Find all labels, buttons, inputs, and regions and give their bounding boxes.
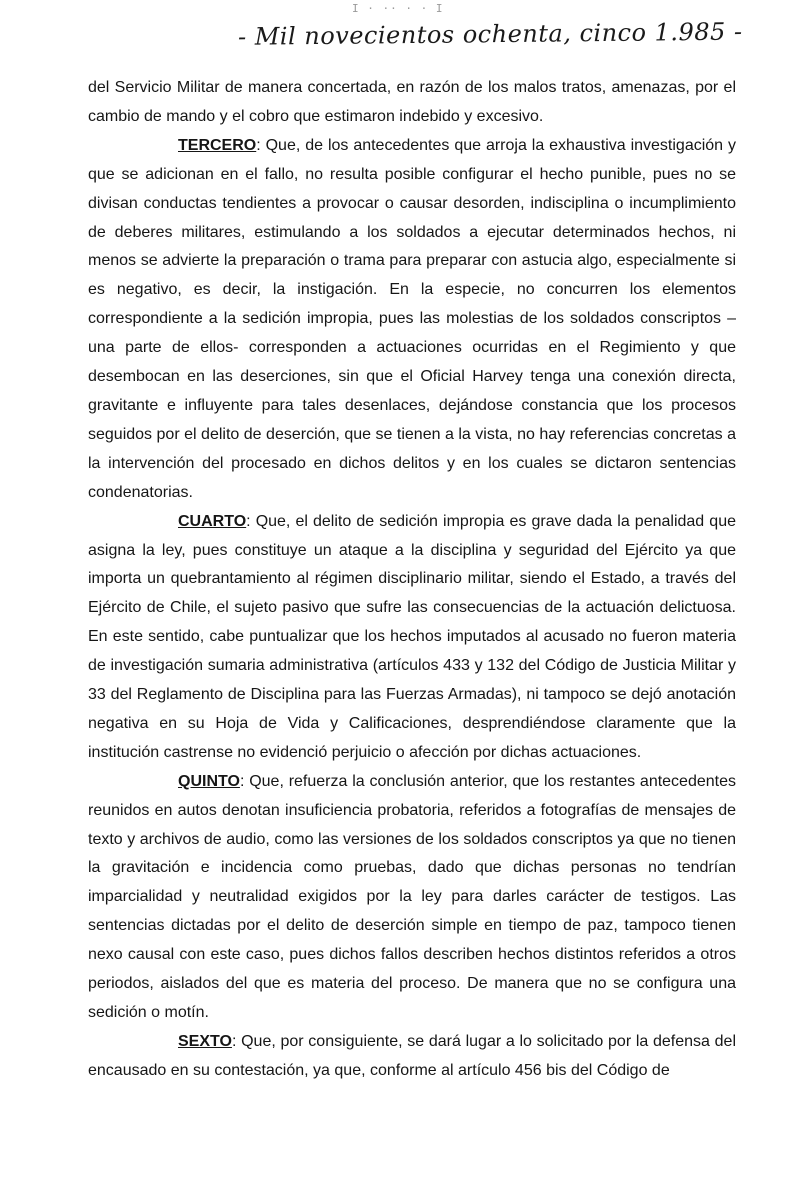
paragraph-text: : Que, por consiguiente, se dará lugar a lo solicitado por la defensa del encausado en su contestación, ya que, conforme al artículo 456 bis del Código de: [88, 1032, 736, 1079]
paragraph-continuation: [88, 74, 736, 132]
section-heading-tercero: TERCERO: [178, 136, 257, 154]
paragraph-text: : Que, el delito de sedición impropia es grave dada la penalidad que asigna la ley, pues constituye un ataque a la disciplina y seguridad del Ejército ya que importa un quebrantamiento al régimen disciplinario militar, siendo el Estado, a través del Ejército de Chile, el sujeto pasivo que sufre las consecuencias de la actuación delictuosa. En este sentido, cabe puntualizar que los hechos imputados al acusado no fueron materia de investigación sumaria administrativa (artículos 433 y 132 del Código de Justicia Militar y 33 del Reglamento de Disciplina para las Fuerzas Armadas), ni tampoco se dejó anotación negativa en su Hoja de Vida y Calificaciones, desprendiéndose claramente que la institución castrense no evidenció perjuicio o afección por dichas actuaciones.: [88, 512, 736, 761]
section-heading-cuarto: CUARTO: [178, 512, 247, 530]
section-heading-quinto: QUINTO: [178, 772, 240, 790]
paragraph-sexto: [88, 1028, 736, 1086]
handwritten-note: - Mil novecientos ochenta, cinco 1.985 -: [237, 17, 743, 51]
paragraph-text: : Que, refuerza la conclusión anterior, que los restantes antecedentes reunidos en autos denotan insuficiencia probatoria, referidos a fotografías de mensajes de texto y archivos de audio, como las versiones de los soldados conscriptos ya que no tienen la gravitación e incidencia como pruebas, dado que dichas personas no tendrían imparcialidad y neutralidad exigidos por la ley para darles carácter de testigos. Las sentencias dictadas por el delito de deserción simple en tiempo de paz, tampoco tienen nexo causal con este caso, pues dichos fallos describen hechos distintos referidos a otros periodos, aislados del que es materia del proceso. De manera que no se configura una sedición o motín.: [88, 772, 736, 1021]
section-heading-sexto: SEXTO: [178, 1032, 232, 1050]
paragraph-tercero: [88, 132, 736, 508]
top-margin-mark: I · ·· · · I: [352, 2, 444, 15]
paragraph-quinto: [88, 768, 736, 1028]
document-body: [88, 74, 736, 1086]
paragraph-text: del Servicio Militar de manera concertada, en razón de los malos tratos, amenazas, por el cambio de mando y el cobro que estimaron indebido y excesivo.: [88, 79, 736, 125]
paragraph-text: : Que, de los antecedentes que arroja la exhaustiva investigación y que se adicionan en el fallo, no resulta posible configurar el hecho punible, pues no se divisan conductas tendientes a provocar o causar desorden, indisciplina o incumplimiento de deberes militares, estimulando a los soldados a ejecutar determinados hechos, ni menos se advierte la preparación o trama para preparar con astucia algo, especialmente si es negativo, es decir, la instigación. En la especie, no concurren los elementos correspondiente a la sedición impropia, pues las molestias de los soldados conscriptos –una parte de ellos- corresponden a actuaciones ocurridas en el Regimiento y que desembocan en las deserciones, sin que el Oficial Harvey tenga una conexión directa, gravitante e influyente para tales desenlaces, dejándose constancia que los procesos seguidos por el delito de deserción, que se tienen a la vista, no hay referencias concretas a la intervención del procesado en dichos delitos y en los cuales se dictaron sentencias condenatorias.: [88, 136, 736, 501]
paragraph-cuarto: [88, 508, 736, 768]
